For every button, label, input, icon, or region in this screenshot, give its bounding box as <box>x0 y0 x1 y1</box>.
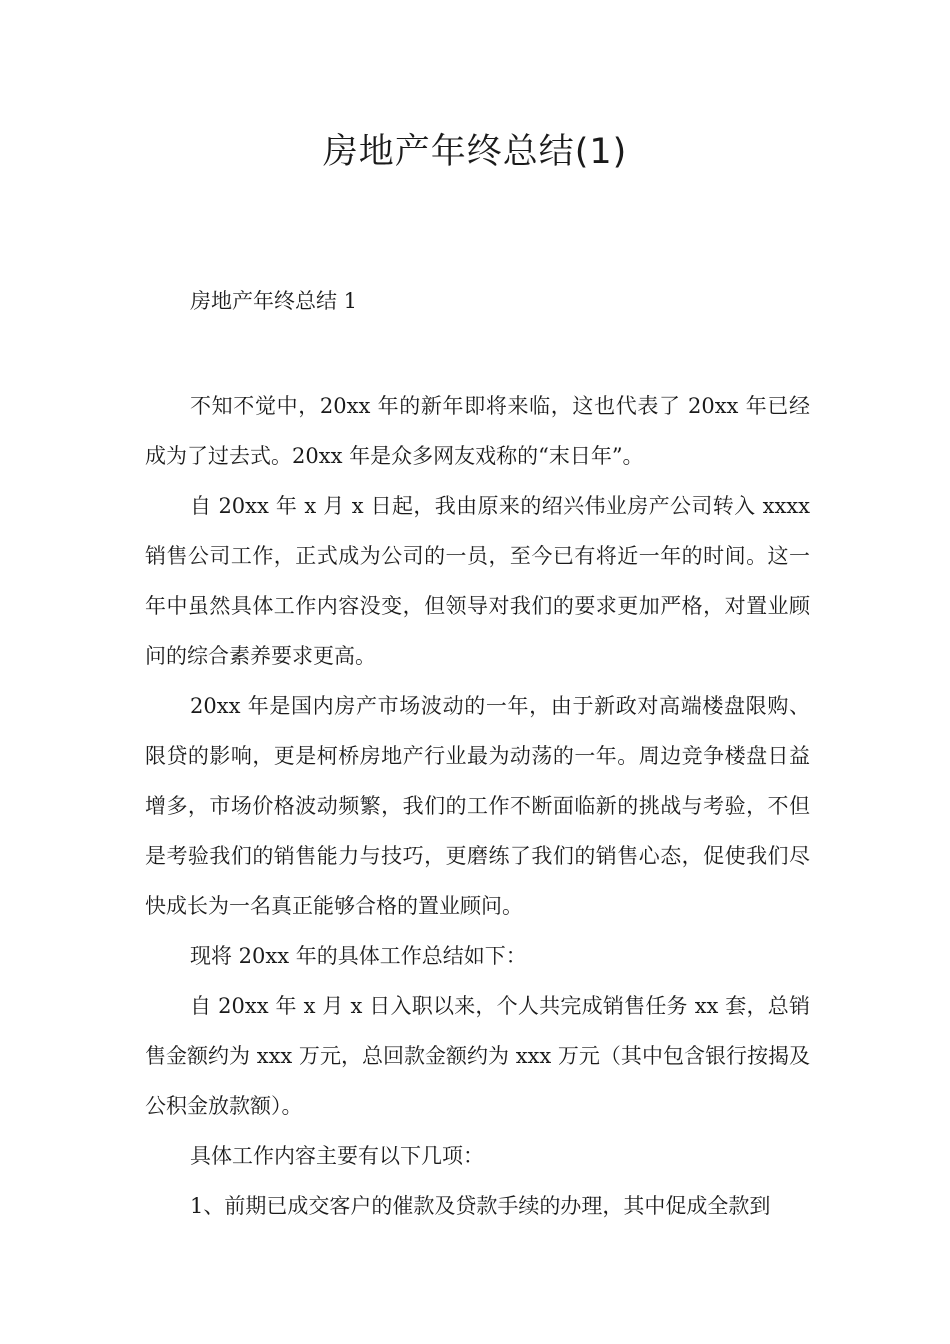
paragraph: 不知不觉中，20xx 年的新年即将来临，这也代表了 20xx 年已经成为了过去式。20xx 年是众多网友戏称的“末日年”。 <box>145 394 810 468</box>
paragraph: 自 20xx 年 x 月 x 日入职以来，个人共完成销售任务 xx 套，总销售金额约为 xxx 万元，总回款金额约为 xxx 万元（其中包含银行按揭及公积金放款额）。 <box>145 994 810 1118</box>
document-title: 房地产年终总结(1) <box>322 132 628 172</box>
document-subtitle: 房地产年终总结 1 <box>190 289 358 313</box>
paragraph: 自 20xx 年 x 月 x 日起，我由原来的绍兴伟业房产公司转入 xxxx 销售公司工作，正式成为公司的一员，至今已有将近一年的时间。这一年中虽然具体工作内容没变，但领导对我们的要求更加严格，对置业顾问的综合素养要求更高。 <box>145 494 810 668</box>
paragraph: 1、前期已成交客户的催款及贷款手续的办理，其中促成全款到 <box>190 1194 771 1218</box>
paragraph: 具体工作内容主要有以下几项： <box>190 1144 484 1168</box>
paragraph: 现将 20xx 年的具体工作总结如下： <box>190 944 527 968</box>
paragraph: 20xx 年是国内房产市场波动的一年，由于新政对高端楼盘限购、限贷的影响，更是柯桥房地产行业最为动荡的一年。周边竞争楼盘日益增多，市场价格波动频繁，我们的工作不断面临新的挑战与考验，不但是考验我们的销售能力与技巧，更磨练了我们的销售心态，促使我们尽快成长为一名真正能够合格的置业顾问。 <box>145 694 810 918</box>
document-body <box>145 381 810 1231</box>
